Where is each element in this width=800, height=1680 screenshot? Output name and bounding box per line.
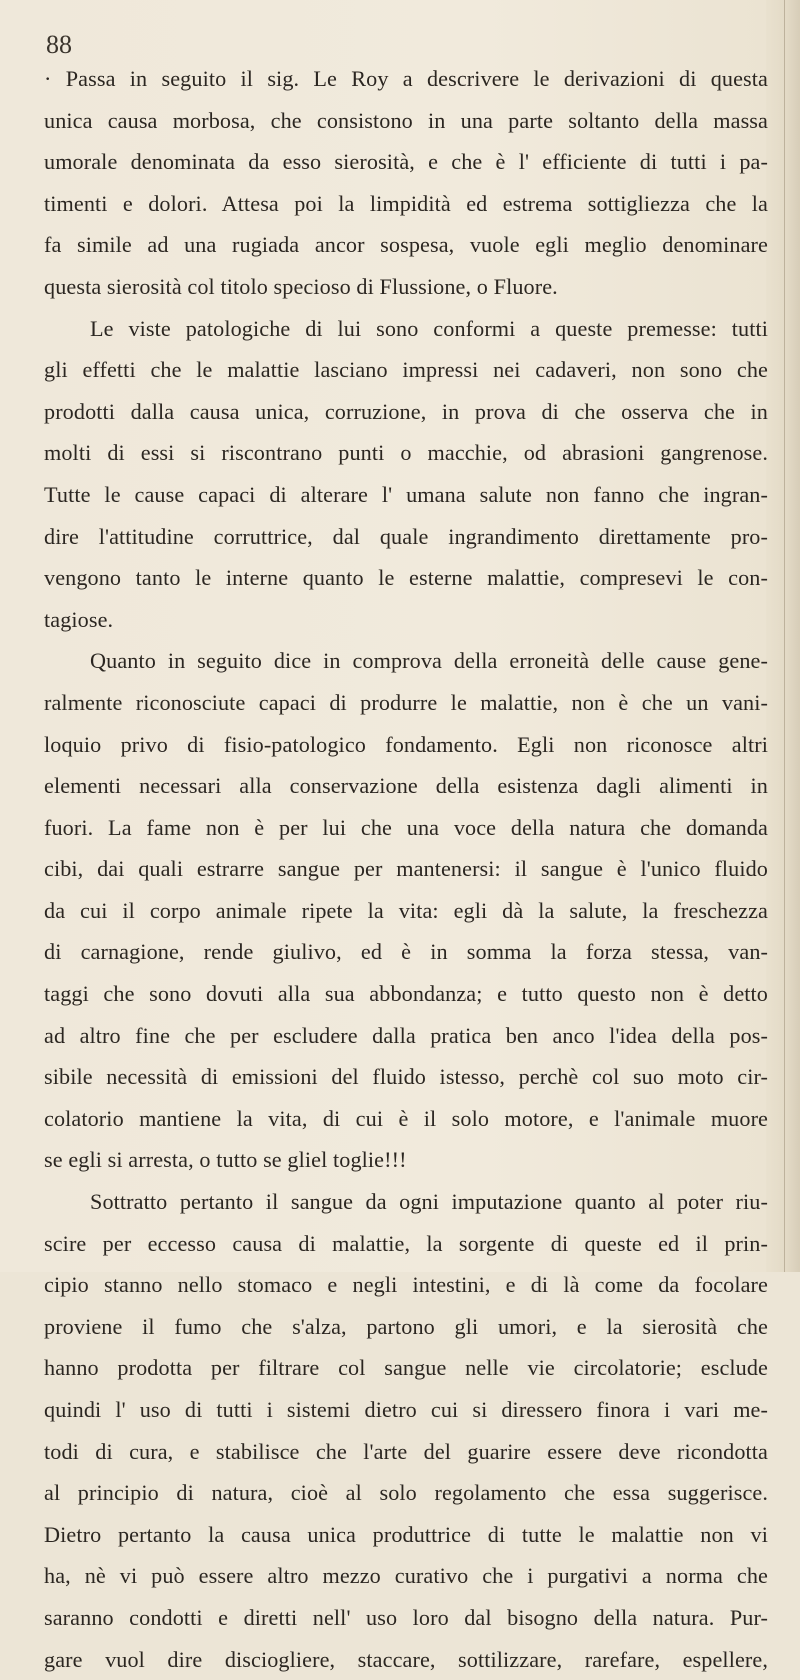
text-line: gli effetti che le malattie lasciano impressi nei cadaveri, non sono che [44,357,768,383]
text-line: prodotti dalla causa unica, corruzione, in prova di che osserva che in [44,398,768,424]
text-line: ad altro fine che per escludere dalla pratica ben anco l'idea della pos- [44,1022,768,1048]
text-line: Le viste patologiche di lui sono conformi a queste premesse: tutti [90,315,768,341]
text-line: scire per eccesso causa di malattie, la sorgente di queste ed il prin- [44,1230,768,1256]
text-line: Quanto in seguito dice in comprova della erroneità delle cause gene- [90,648,768,674]
text-line: Tutte le cause capaci di alterare l' umana salute non fanno che ingran- [44,481,768,507]
text-line: di carnagione, rende giulivo, ed è in somma la forza stessa, van- [44,939,768,965]
text-line: colatorio mantiene la vita, di cui è il solo motore, e l'animale muore [44,1105,768,1131]
text-line: dire l'attitudine corruttrice, dal quale ingrandimento direttamente pro- [44,523,768,549]
text-line: loquio privo di fisio-patologico fondamento. Egli non riconosce altri [44,731,768,757]
text-line: ha, nè vi può essere altro mezzo curativo che i purgativi a norma che [44,1563,768,1589]
paragraph-4 [44,1181,768,1680]
paragraph-1 [44,58,768,308]
text-line: fuori. La fame non è per lui che una voce della natura che domanda [44,814,768,840]
text-line: questa sierosità col titolo specioso di Flussione, o Fluore. [44,273,558,299]
text-line: umorale denominata da esso sierosità, e che è l' efficiente di tutti i pa- [44,149,768,175]
text-line: hanno prodotta per filtrare col sangue nelle vie circolatorie; esclude [44,1355,768,1381]
text-line: se egli si arresta, o tutto se gliel toglie!!! [44,1147,407,1173]
text-line: · Passa in seguito il sig. Le Roy a descrivere le derivazioni di questa [44,66,768,91]
text-line: taggi che sono dovuti alla sua abbondanza; e tutto questo non è detto [44,981,768,1007]
page-edge [766,0,800,1272]
text-line: fa simile ad una rugiada ancor sospesa, vuole egli meglio denominare [44,232,768,258]
text-line: Dietro pertanto la causa unica produttrice di tutte le malattie non vi [44,1521,768,1547]
text-line: cibi, dai quali estrarre sangue per mantenersi: il sangue è l'unico fluido [44,856,768,882]
text-line: al principio di natura, cioè al solo regolamento che essa suggerisce. [44,1480,768,1506]
text-line: da cui il corpo animale ripete la vita: egli dà la salute, la freschezza [44,897,768,923]
text-line: elementi necessari alla conservazione della esistenza dagli alimenti in [44,773,768,799]
text-line: Sottratto pertanto il sangue da ogni imputazione quanto al poter riu- [90,1189,768,1215]
page-number: 88 [46,30,72,59]
text-line: vengono tanto le interne quanto le esterne malattie, compresevi le con- [44,565,768,591]
text-line: cipio stanno nello stomaco e negli intestini, e di là come da focolare [44,1272,768,1298]
text-line: quindi l' uso di tutti i sistemi dietro cui si diressero finora i vari me- [44,1397,768,1422]
text-line: unica causa morbosa, che consistono in una parte soltanto della massa [44,107,768,133]
text-line: proviene il fumo che s'alza, partono gli umori, e la sierosità che [44,1313,768,1339]
paragraph-2 [44,308,768,641]
text-line: tagiose. [44,606,114,632]
text-line: molti di essi si riscontrano punti o macchie, od abrasioni gangrenose. [44,440,768,466]
text-line: todi di cura, e stabilisce che l'arte del guarire essere deve ricondotta [44,1438,768,1464]
paragraph-3 [44,640,768,1181]
text-line: ralmente riconosciute capaci di produrre le malattie, non è che un vani- [44,689,768,715]
text-line: saranno condotti e diretti nell' uso loro dal bisogno della natura. Pur- [44,1604,768,1630]
body-text [44,58,768,1680]
text-line: gare vuol dire disciogliere, staccare, sottilizzare, rarefare, espellere, [44,1646,768,1672]
text-line: timenti e dolori. Attesa poi la limpidità ed estrema sottigliezza che la [44,190,768,216]
text-line: sibile necessità di emissioni del fluido istesso, perchè col suo moto cir- [44,1064,768,1090]
